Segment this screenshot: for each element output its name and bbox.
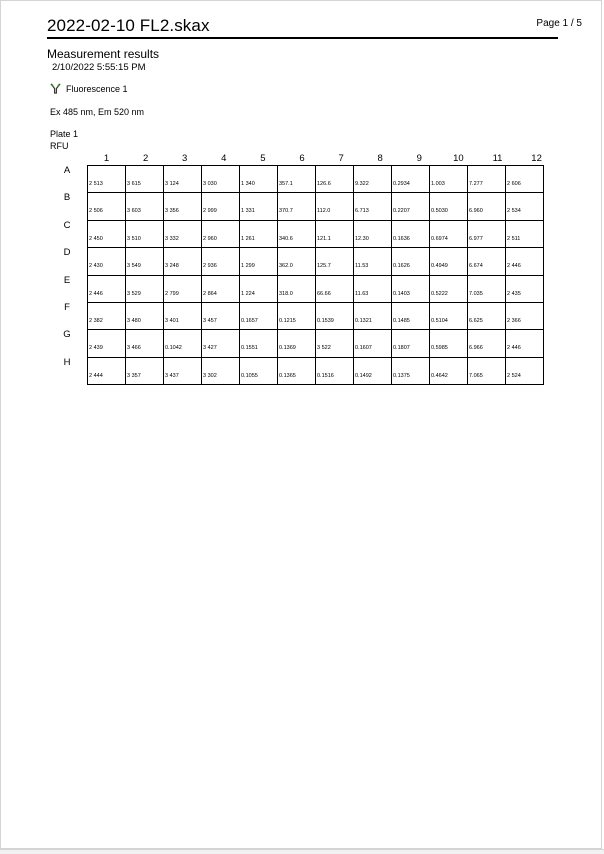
well-value: 3 124 [164,166,202,193]
well-value: 0.1042 [164,330,202,357]
well-value: 0.1055 [240,357,278,384]
plate-row [88,166,544,193]
well-value: 2 864 [202,275,240,302]
column-header: 9 [416,153,422,164]
well-value: 0.1365 [278,357,316,384]
well-value: 340.6 [278,220,316,247]
plate-row [88,275,544,302]
well-value: 3 356 [164,193,202,220]
row-label: C [63,219,71,231]
well-value: 0.2934 [392,166,430,193]
header-rule [47,37,558,39]
unit-label: RFU [50,141,69,151]
plate-row [88,248,544,275]
well-value: 2 382 [88,302,126,329]
column-header: 10 [453,153,464,164]
well-value: 0.1516 [316,357,354,384]
well-value: 1 331 [240,193,278,220]
well-value: 126.6 [316,166,354,193]
plate-row [88,357,544,384]
well-value: 7.065 [468,357,506,384]
row-label: B [63,192,71,204]
well-value: 0.1539 [316,302,354,329]
well-value: 0.5222 [430,275,468,302]
well-value: 3 522 [316,330,354,357]
page-number: Page 1 / 5 [536,18,582,29]
well-value: 2 524 [506,357,544,384]
well-value: 125.7 [316,248,354,275]
well-value: 3 437 [164,357,202,384]
column-header: 11 [492,153,503,164]
well-value: 2 511 [506,220,544,247]
well-value: 112.0 [316,193,354,220]
well-value: 2 366 [506,302,544,329]
measurement-mode [50,83,128,94]
well-value: 3 030 [202,166,240,193]
well-value: 0.1403 [392,275,430,302]
well-value: 1 340 [240,166,278,193]
well-value: 2 960 [202,220,240,247]
plate-name: Plate 1 [50,129,79,139]
well-value: 2 936 [202,248,240,275]
well-value: 2 450 [88,220,126,247]
well-value: 0.1807 [392,330,430,357]
well-value: 0.1657 [240,302,278,329]
well-value: 3 603 [126,193,164,220]
well-value: 370.7 [278,193,316,220]
well-value: 0.1492 [354,357,392,384]
well-value: 11.53 [354,248,392,275]
column-header: 1 [103,153,110,164]
page-bottom-edge [0,849,604,854]
column-header: 2 [142,153,149,164]
plate-row [88,193,544,220]
well-value: 3 615 [126,166,164,193]
well-value: 9.322 [354,166,392,193]
well-value: 2 534 [506,193,544,220]
well-value: 2 439 [88,330,126,357]
plate-row [88,302,544,329]
well-value: 1.003 [430,166,468,193]
column-header: 12 [531,153,542,164]
well-value: 0.1375 [392,357,430,384]
well-value: 6.713 [354,193,392,220]
plate-table [87,165,544,385]
well-value: 0.1607 [354,330,392,357]
well-value: 2 435 [506,275,544,302]
well-value: 2 606 [506,166,544,193]
well-value: 0.4642 [430,357,468,384]
well-value: 0.5104 [430,302,468,329]
well-value: 3 510 [126,220,164,247]
well-value: 7.035 [468,275,506,302]
well-value: 6.674 [468,248,506,275]
well-value: 2 444 [88,357,126,384]
well-value: 0.2207 [392,193,430,220]
well-value: 0.1551 [240,330,278,357]
well-value: 12.30 [354,220,392,247]
section-title: Measurement results [47,47,160,61]
measurement-timestamp: 2/10/2022 5:55:15 PM [52,62,146,73]
well-value: 3 529 [126,275,164,302]
well-value: 3 480 [126,302,164,329]
well-value: 2 506 [88,193,126,220]
column-header: 4 [221,153,227,164]
well-value: 1 299 [240,248,278,275]
well-value: 2 799 [164,275,202,302]
well-value: 0.1485 [392,302,430,329]
row-label: H [63,356,71,368]
fluorescence-icon [50,83,61,94]
well-value: 1 224 [240,275,278,302]
well-value: 3 248 [164,248,202,275]
column-header: 6 [299,153,305,164]
well-value: 3 332 [164,220,202,247]
well-value: 3 466 [126,330,164,357]
row-label: F [64,302,70,313]
well-value: 1 261 [240,220,278,247]
well-value: 0.6974 [430,220,468,247]
well-value: 7.277 [468,166,506,193]
well-value: 0.1215 [278,302,316,329]
well-value: 2 999 [202,193,240,220]
well-value: 2 446 [506,248,544,275]
row-label: D [63,247,71,259]
column-header: 7 [338,153,344,164]
well-value: 3 427 [202,330,240,357]
well-value: 362.0 [278,248,316,275]
column-header: 3 [182,153,188,164]
well-value: 6.625 [468,302,506,329]
well-value: 0.5985 [430,330,468,357]
well-value: 2 446 [506,330,544,357]
well-value: 0.1626 [392,248,430,275]
well-value: 0.5030 [430,193,468,220]
well-value: 318.0 [278,275,316,302]
plate-row [88,220,544,247]
well-value: 2 513 [88,166,126,193]
well-value: 121.1 [316,220,354,247]
well-value: 3 549 [126,248,164,275]
well-value: 0.1369 [278,330,316,357]
well-value: 6.966 [468,330,506,357]
column-headers [87,153,557,165]
wavelength-settings: Ex 485 nm, Em 520 nm [50,107,145,117]
well-value: 3 457 [202,302,240,329]
well-value: 3 401 [164,302,202,329]
well-value: 6.960 [468,193,506,220]
well-value: 6.977 [468,220,506,247]
well-value: 0.1636 [392,220,430,247]
well-value: 66.66 [316,275,354,302]
well-value: 0.1321 [354,302,392,329]
measurement-name: Fluorescence 1 [66,83,128,94]
well-value: 0.4949 [430,248,468,275]
file-title: 2022-02-10 FL2.skax [47,16,210,35]
well-value: 11.63 [354,275,392,302]
row-label: G [63,329,71,341]
well-value: 357.1 [278,166,316,193]
plate-row [88,330,544,357]
row-label: E [63,274,71,286]
well-value: 2 430 [88,248,126,275]
well-value: 3 357 [126,357,164,384]
well-value: 2 446 [88,275,126,302]
column-header: 5 [260,153,266,164]
column-header: 8 [377,153,383,164]
well-value: 3 302 [202,357,240,384]
row-label: A [63,165,71,176]
